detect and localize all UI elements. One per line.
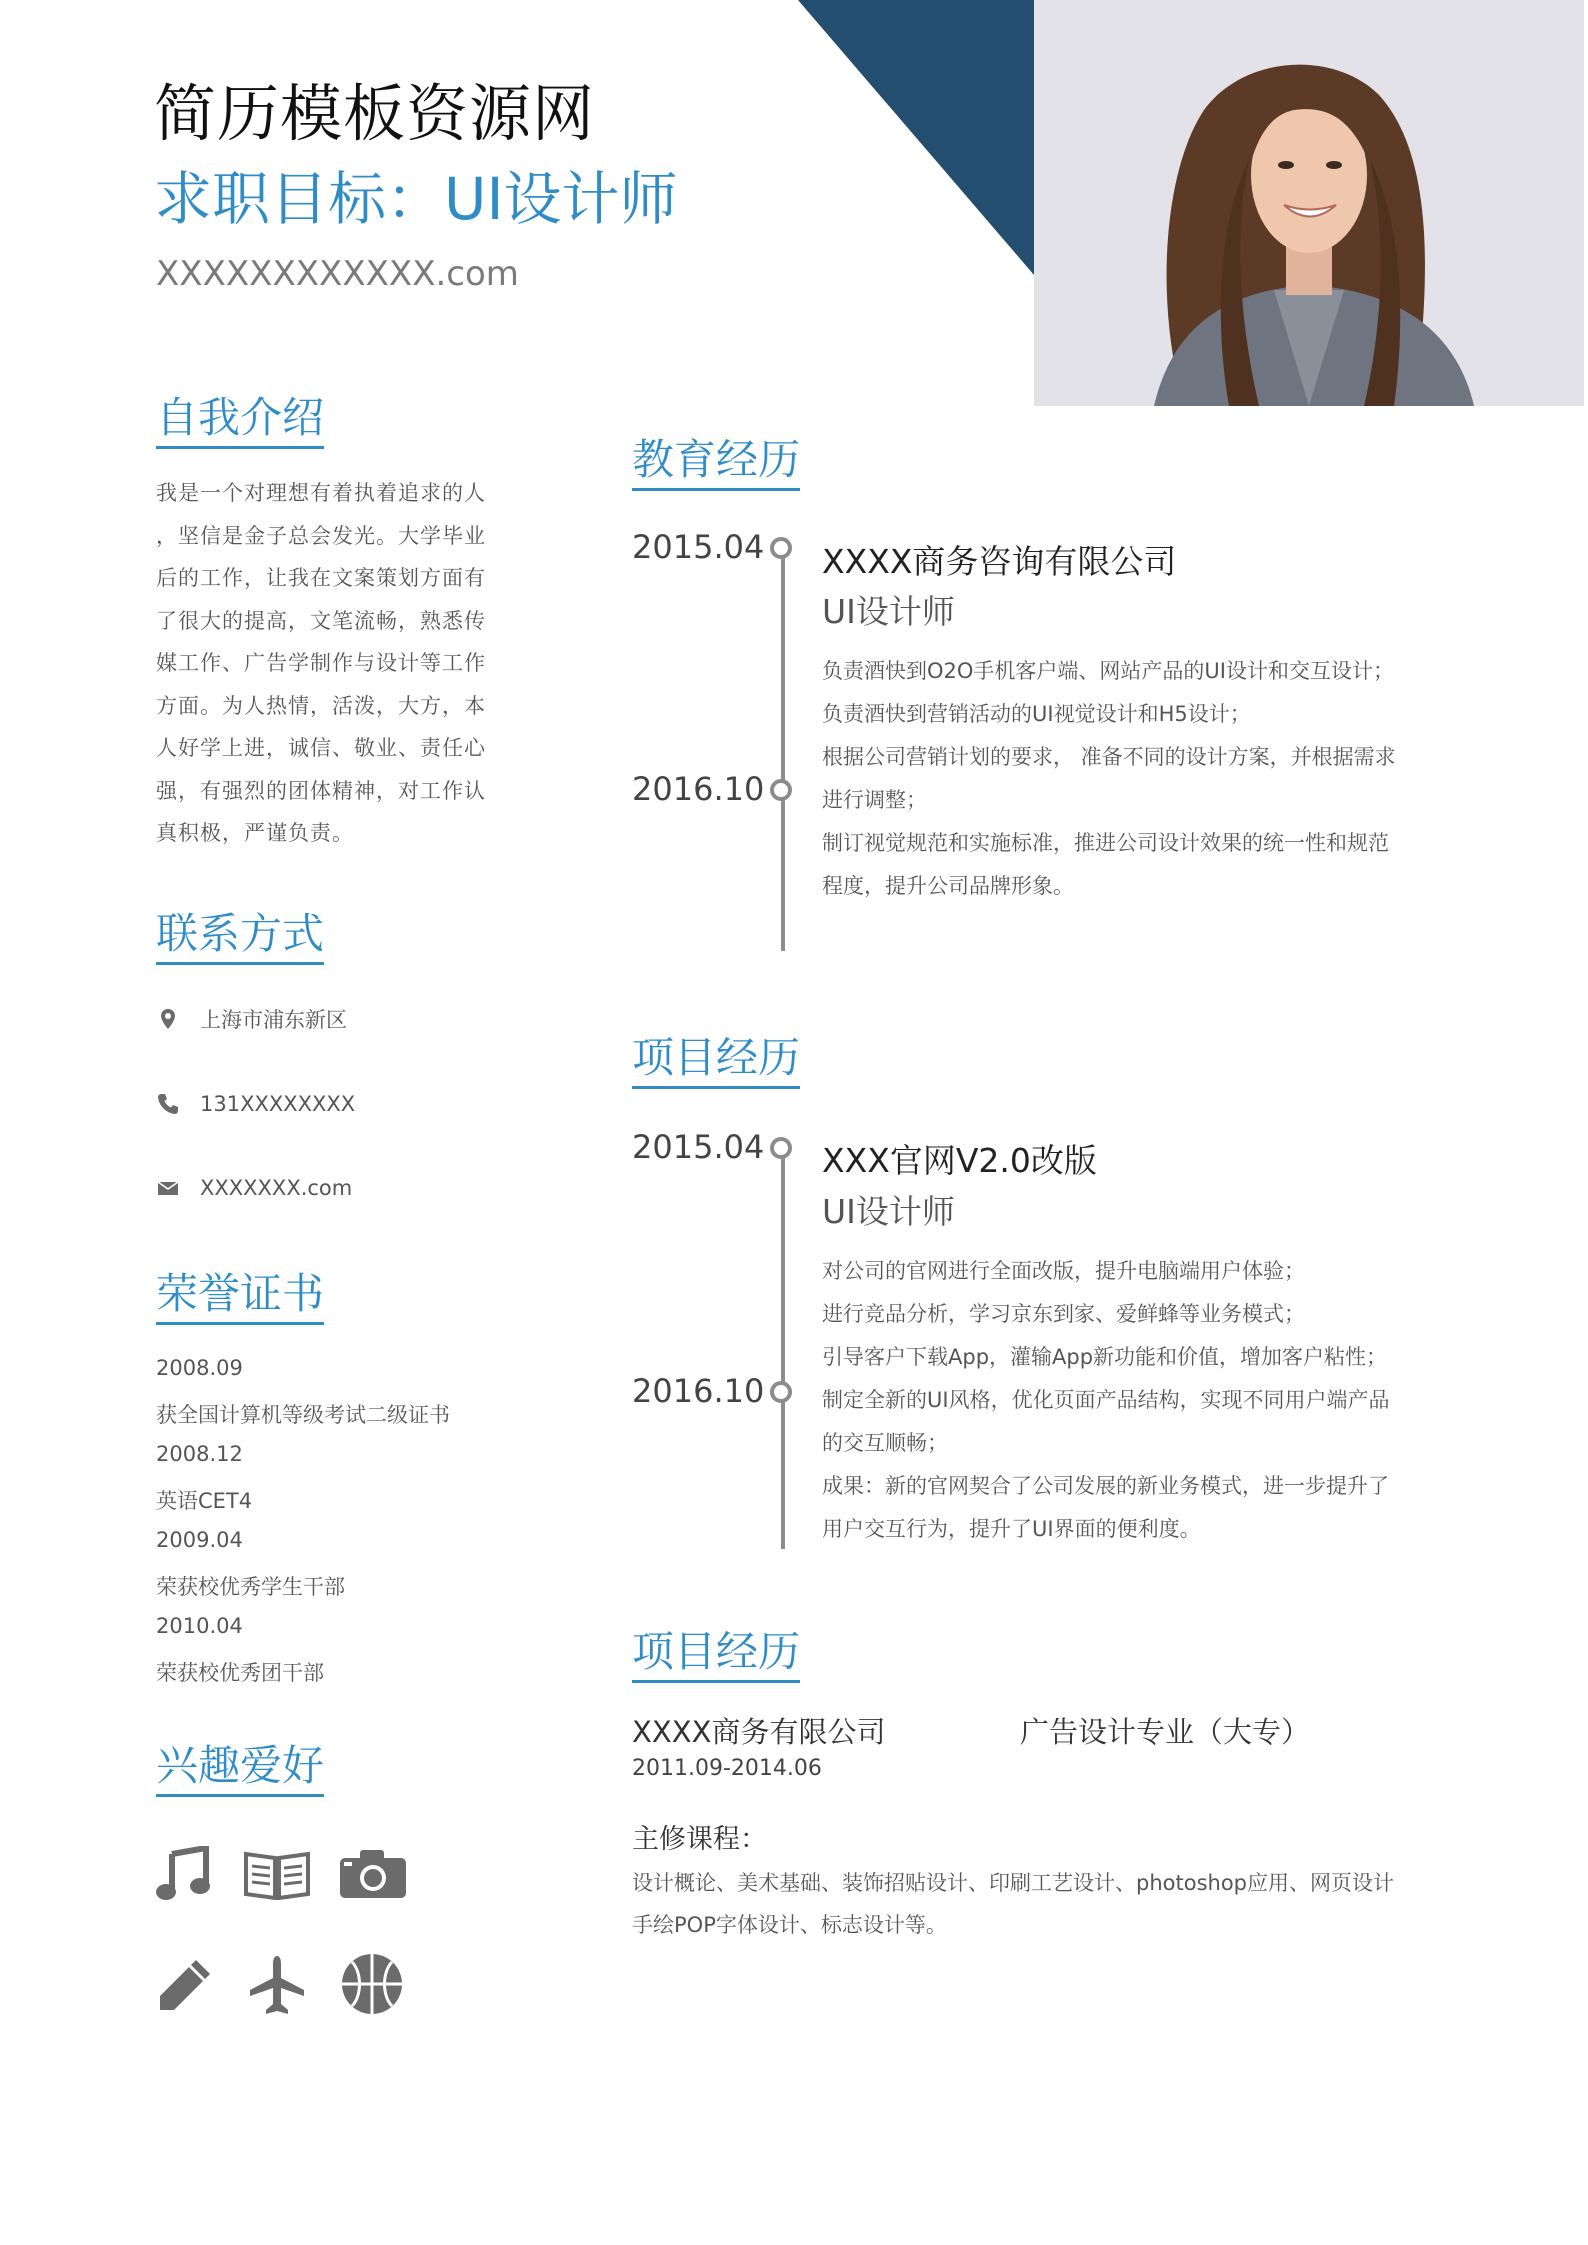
decorative-triangle xyxy=(798,0,1034,275)
project-name: XXX官网V2.0改版 xyxy=(822,1141,1097,1180)
pencil-icon xyxy=(156,1958,212,2014)
honor-date: 2010.04 xyxy=(156,1614,243,1638)
intro-title: 自我介绍 xyxy=(156,394,324,449)
honor-item: 荣获校优秀学生干部 xyxy=(156,1575,345,1599)
timeline-dot xyxy=(770,779,792,801)
project-description: 对公司的官网进行全面改版，提升电脑端用户体验； 进行竞品分析，学习京东到家、爱鲜蜂等业务模式； 引导客户下载App，灌输App新功能和价值，增加客户粘性； 制定全新的UI风格，优化页面产品结构，实现不同用户端产品 的交互顺畅； 成果：新的官网契合了公司发展的新业务模式，进一步提升了 用户交互行为，提升了UI界面的便利度。 xyxy=(822,1259,1390,1541)
company-name: XXXX商务咨询有限公司 xyxy=(822,542,1177,581)
education-timeline-title: 教育经历 xyxy=(632,436,800,491)
timeline-dot xyxy=(770,1381,792,1403)
honor-date: 2008.09 xyxy=(156,1356,243,1380)
job-description: 负责酒快到O2O手机客户端、网站产品的UI设计和交互设计； 负责酒快到营销活动的UI视觉设计和H5设计； 根据公司营销计划的要求， 准备不同的设计方案，并根据需求 进行调整； 制订视觉规范和实施标准，推进公司设计效果的统一性和规范 程度，提升公司品牌形象。 xyxy=(822,659,1396,898)
location-pin-icon xyxy=(156,1007,180,1031)
timeline-start-date: 2015.04 xyxy=(632,1128,765,1166)
profile-photo xyxy=(1034,0,1584,406)
camera-icon xyxy=(340,1850,406,1898)
contact-title: 联系方式 xyxy=(156,910,324,965)
timeline-end-date: 2016.10 xyxy=(632,1372,765,1410)
timeline-dot xyxy=(770,1137,792,1159)
intro-text: 我是一个对理想有着执着追求的人 ，坚信是金子总会发光。大学毕业 后的工作，让我在文案策划方面有 了很大的提高，文笔流畅，熟悉传 媒工作、广告学制作与设计等工作 方面。为人热情，活泼，大方，本 人好学上进，诚信、敬业、责任心 强，有强烈的团体精神，对工作认 真积极，严谨负责。 xyxy=(156,481,486,845)
email-text: XXXXXXX.com xyxy=(200,1176,353,1200)
resume-name: 简历模板资源网 xyxy=(154,77,596,150)
honor-item: 获全国计算机等级考试二级证书 xyxy=(156,1403,450,1427)
hobbies-title: 兴趣爱好 xyxy=(156,1742,324,1797)
contact-email xyxy=(156,1173,352,1203)
phone-icon xyxy=(156,1092,180,1116)
school-name: XXXX商务有限公司 xyxy=(632,1715,886,1749)
honors-title: 荣誉证书 xyxy=(156,1270,324,1325)
phone-text: 131XXXXXXXX xyxy=(200,1092,356,1116)
honor-date: 2009.04 xyxy=(156,1528,243,1552)
honor-date: 2008.12 xyxy=(156,1442,243,1466)
mail-icon xyxy=(156,1176,180,1200)
music-icon xyxy=(156,1846,210,1902)
timeline-line xyxy=(781,1149,785,1549)
course-list: 设计概论、美术基础、装饰招贴设计、印刷工艺设计、photoshop应用、网页设计 手绘POP字体设计、标志设计等。 xyxy=(632,1871,1394,1937)
timeline-end-date: 2016.10 xyxy=(632,770,765,808)
contact-address xyxy=(156,1004,347,1034)
website-text: XXXXXXXXXXXX.com xyxy=(156,254,519,294)
project-timeline-title: 项目经历 xyxy=(632,1034,800,1089)
timeline-line xyxy=(781,551,785,951)
job-role: UI设计师 xyxy=(822,592,955,631)
basketball-icon xyxy=(340,1952,404,2016)
airplane-icon xyxy=(250,1956,304,2016)
course-title: 主修课程： xyxy=(632,1824,767,1855)
honor-item: 英语CET4 xyxy=(156,1489,253,1513)
study-period: 2011.09-2014.06 xyxy=(632,1756,822,1781)
book-icon xyxy=(244,1848,310,1900)
education-title: 项目经历 xyxy=(632,1628,800,1683)
honor-item: 荣获校优秀团干部 xyxy=(156,1661,324,1685)
job-role: UI设计师 xyxy=(822,1192,955,1231)
contact-phone xyxy=(156,1089,355,1119)
timeline-dot xyxy=(770,537,792,559)
address-text: 上海市浦东新区 xyxy=(200,1008,347,1032)
major-name: 广告设计专业（大专） xyxy=(1020,1715,1311,1749)
timeline-start-date: 2015.04 xyxy=(632,528,765,566)
job-objective: 求职目标：UI设计师 xyxy=(154,165,678,233)
